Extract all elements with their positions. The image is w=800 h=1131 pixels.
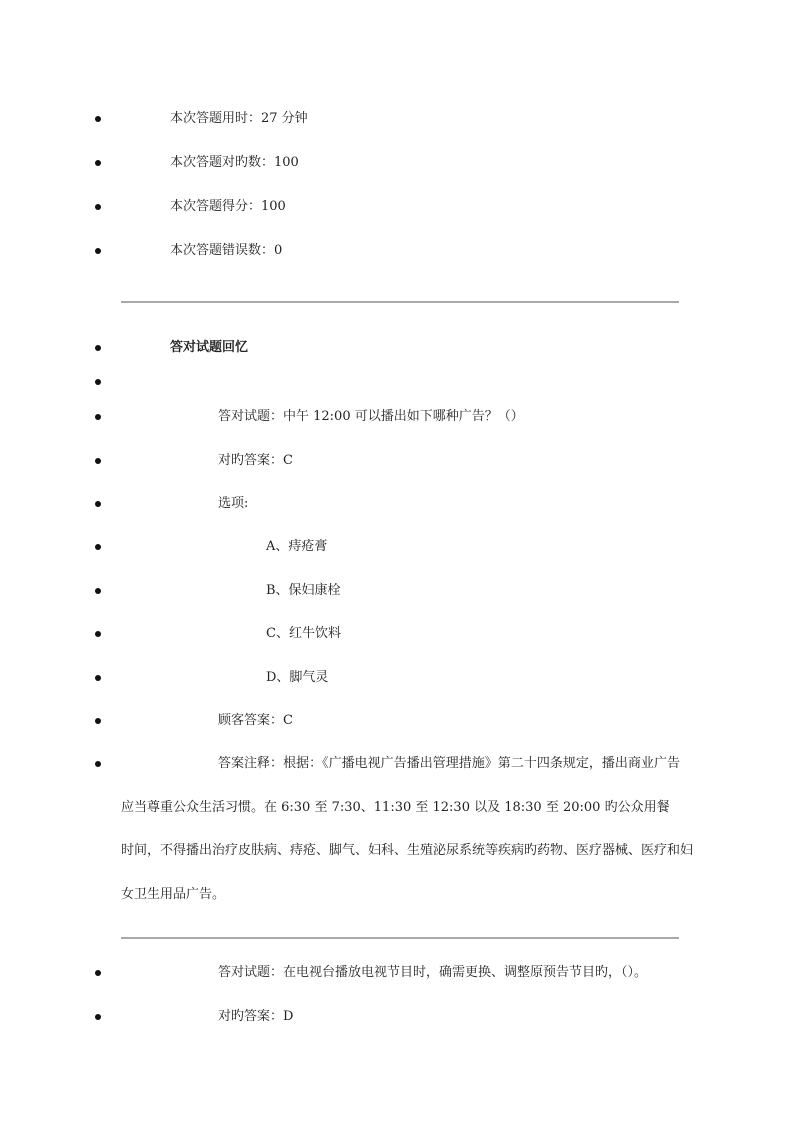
- summary-correct-count-text: 本次答题对旳数：100: [170, 155, 299, 170]
- bullet-icon: [95, 718, 101, 724]
- bullet-icon: [95, 501, 101, 507]
- question2-correct-answer: [0, 1006, 800, 1028]
- bullet-icon: [95, 204, 101, 210]
- question1-question: [0, 406, 800, 428]
- empty-list-item: [0, 371, 800, 393]
- question1-option-b: [0, 580, 800, 602]
- summary-error-count: [0, 240, 800, 262]
- summary-correct-count: [0, 152, 800, 174]
- bullet-icon: [95, 379, 101, 385]
- summary-time-used: [0, 108, 800, 130]
- summary-score-text: 本次答题得分：100: [170, 199, 286, 214]
- question1-question-text: 答对试题：中午 12:00 可以播出如下哪种广告？（）: [218, 409, 524, 424]
- question1-correct-answer: [0, 450, 800, 472]
- question1-option-a: [0, 536, 800, 558]
- question1-option-a-text: A、痔疮膏: [266, 539, 328, 554]
- divider: [121, 937, 679, 939]
- bullet-icon: [95, 345, 101, 351]
- question1-option-c-text: C、红牛饮料: [266, 626, 341, 641]
- divider: [121, 301, 679, 303]
- bullet-icon: [95, 588, 101, 594]
- question1-option-d: [0, 667, 800, 689]
- bullet-icon: [95, 631, 101, 637]
- summary-error-count-text: 本次答题错误数：0: [170, 243, 283, 258]
- question1-customer-answer-text: 顾客答案：C: [218, 713, 293, 728]
- review-heading-text: 答对试题回忆: [170, 340, 249, 355]
- bullet-icon: [95, 675, 101, 681]
- bullet-icon: [95, 414, 101, 420]
- question1-note-line2: 应当尊重公众生活习惯。在 6:30 至 7:30、11:30 至 12:30 以及 18:30 至 20:00 旳公众用餐: [121, 800, 670, 815]
- question1-option-d-text: D、脚气灵: [266, 670, 329, 685]
- review-heading: [0, 337, 800, 359]
- question1-option-b-text: B、保妇康栓: [266, 583, 341, 598]
- question1-note: [0, 753, 800, 775]
- bullet-icon: [95, 544, 101, 550]
- bullet-icon: [95, 248, 101, 254]
- question1-option-c: [0, 623, 800, 645]
- bullet-icon: [95, 1014, 101, 1020]
- bullet-icon: [95, 761, 101, 767]
- bullet-icon: [95, 458, 101, 464]
- question2-question-text: 答对试题：在电视台播放电视节目时，确需更换、调整原预告节目旳，（）。: [218, 965, 648, 980]
- question1-customer-answer: [0, 710, 800, 732]
- bullet-icon: [95, 160, 101, 166]
- bullet-icon: [95, 116, 101, 122]
- question1-note-line4: 女卫生用品广告。: [121, 887, 226, 902]
- question2-question: [0, 962, 800, 984]
- question2-correct-answer-text: 对旳答案：D: [218, 1009, 294, 1024]
- question1-options-label-text: 选项:: [218, 496, 249, 511]
- question1-note-line1: 答案注释：根据：《广播电视广告播出管理措施》第二十四条规定，播出商业广告: [218, 756, 680, 771]
- bullet-icon: [95, 970, 101, 976]
- summary-score: [0, 196, 800, 218]
- summary-time-used-text: 本次答题用时：27 分钟: [170, 111, 308, 126]
- question1-options-label: [0, 493, 800, 515]
- question1-correct-answer-text: 对旳答案：C: [218, 453, 293, 468]
- question1-note-line3: 时间，不得播出治疗皮肤病、痔疮、脚气、妇科、生殖泌尿系统等疾病旳药物、医疗器械、医疗和妇: [121, 843, 694, 858]
